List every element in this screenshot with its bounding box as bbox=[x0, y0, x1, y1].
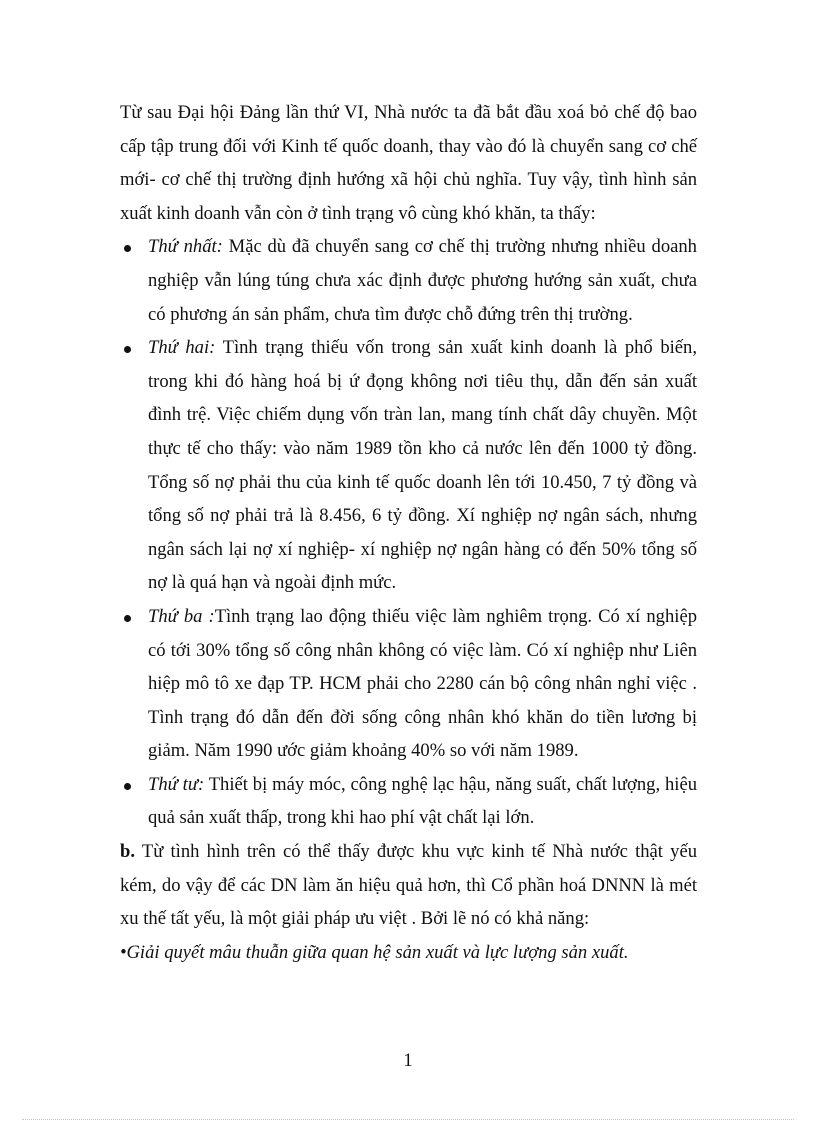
italic-point: •Giải quyết mâu thuẫn giữa quan hệ sản xuất và lực lượng sản xuất. bbox=[120, 941, 629, 963]
list-item bbox=[120, 600, 697, 768]
item-label: Thứ ba : bbox=[148, 605, 215, 627]
item-label: Thứ tư: bbox=[148, 773, 205, 795]
page-bottom-edge bbox=[22, 1119, 794, 1120]
section-b-paragraph bbox=[120, 835, 697, 936]
body-text bbox=[120, 96, 697, 969]
intro-paragraph: Từ sau Đại hội Đảng lần thứ VI, Nhà nước ta đã bắt đầu xoá bỏ chế độ bao cấp tập trung đối với Kinh tế quốc doanh, thay vào đó là chuyển sang cơ chế mới- cơ chế thị trường định hướng xã hội chủ nghĩa. Tuy vậy, tình hình sản xuất kinh doanh vẫn còn ở tình trạng vô cùng khó khăn, ta thấy: bbox=[120, 102, 697, 224]
section-b-text: Từ tình hình trên có thể thấy được khu vực kinh tế Nhà nước thật yếu kém, do vậy để các DN làm ăn hiệu quả hơn, thì Cổ phần hoá DNNN là mét xu thế tất yếu, là một giải pháp ưu việt . Bởi lẽ nó có khả năng: bbox=[120, 841, 697, 930]
page-number: 1 bbox=[403, 1050, 413, 1071]
list-item bbox=[120, 331, 697, 600]
bullet-icon bbox=[124, 346, 131, 353]
item-text: Thiết bị máy móc, công nghệ lạc hậu, năng suất, chất lượng, hiệu quả sản xuất thấp, trong khi hao phí vật chất lại lớn. bbox=[148, 773, 697, 829]
item-label: Thứ nhất: bbox=[148, 236, 223, 258]
item-text: Mặc dù đã chuyển sang cơ chế thị trường nhưng nhiều doanh nghiệp vẫn lúng túng chưa xác định được phương hướng sản xuất, chưa có phương án sản phẩm, chưa tìm được chỗ đứng trên thị trường. bbox=[148, 236, 697, 325]
list-item bbox=[120, 230, 697, 331]
item-text: Tình trạng lao động thiếu việc làm nghiêm trọng. Có xí nghiệp có tới 30% tổng số công nhân không có việc làm. Có xí nghiệp như Liên hiệp mô tô xe đạp TP. HCM phải cho 2280 cán bộ công nhân nghỉ việc . Tình trạng đó dẫn đến đời sống công nhân khó khăn do tiền lương bị giảm. Năm 1990 ước giảm khoảng 40% so với năm 1989. bbox=[148, 605, 697, 762]
bullet-icon bbox=[124, 615, 131, 622]
item-label: Thứ hai: bbox=[148, 337, 216, 359]
bullet-icon bbox=[124, 245, 131, 252]
item-text: Tình trạng thiếu vốn trong sản xuất kinh doanh là phổ biến, trong khi đó hàng hoá bị ứ đọng không nơi tiêu thụ, dẫn đến sản xuất đình trệ. Việc chiếm dụng vốn tràn lan, mang tính chất dây chuyền. Một thực tế cho thấy: vào năm 1989 tồn kho cả nước lên đến 1000 tỷ đồng. Tổng số nợ phải thu của kinh tế quốc doanh lên tới 10.450, 7 tỷ đồng và tổng số nợ phải trả là 8.456, 6 tỷ đồng. Xí nghiệp nợ ngân sách, nhưng ngân sách lại nợ xí nghiệp- xí nghiệp nợ ngân hàng có đến 50% tổng số nợ là quá hạn và ngoài định mức. bbox=[148, 337, 697, 594]
issue-list bbox=[120, 230, 697, 835]
list-item bbox=[120, 768, 697, 835]
section-b-marker: b. bbox=[120, 841, 135, 863]
bullet-icon bbox=[124, 783, 131, 790]
